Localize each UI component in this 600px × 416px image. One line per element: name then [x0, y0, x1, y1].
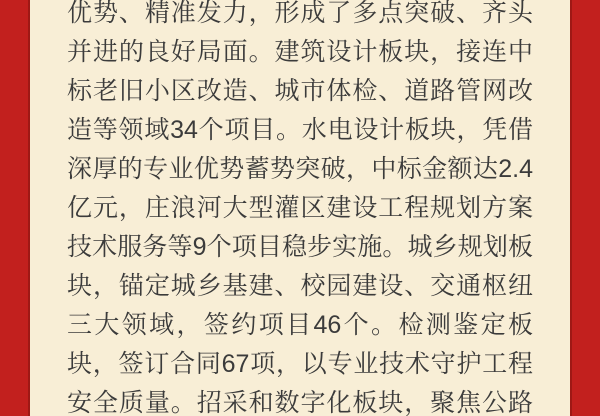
- article-line: 优势、精准发力，形成了多点突破、齐头: [67, 0, 533, 27]
- article-line: 技术服务等9个项目稳步实施。城乡规划板: [67, 233, 533, 261]
- article-line: 三大领域，签约项目46个。检测鉴定板: [67, 311, 533, 339]
- article-line: 深厚的专业优势蓄势突破，中标金额达2.4: [67, 155, 533, 183]
- article-line: 并进的良好局面。建筑设计板块，接连中: [67, 38, 533, 66]
- article-content: [30, 0, 570, 416]
- left-red-border: [0, 0, 30, 416]
- right-red-border: [570, 0, 600, 416]
- article-line: 块，锚定城乡基建、校园建设、交通枢纽: [67, 272, 533, 300]
- article-line: 亿元，庄浪河大型灌区建设工程规划方案: [67, 194, 533, 222]
- article-line: 造等领域34个项目。水电设计板块，凭借: [67, 116, 533, 144]
- article-line: 标老旧小区改造、城市体检、道路管网改: [67, 77, 533, 105]
- article-text-block: [67, 0, 533, 416]
- article-line: 块，签订合同67项，以专业技术守护工程: [67, 350, 533, 378]
- article-line: 安全质量。招采和数字化板块，聚焦公路: [67, 389, 533, 416]
